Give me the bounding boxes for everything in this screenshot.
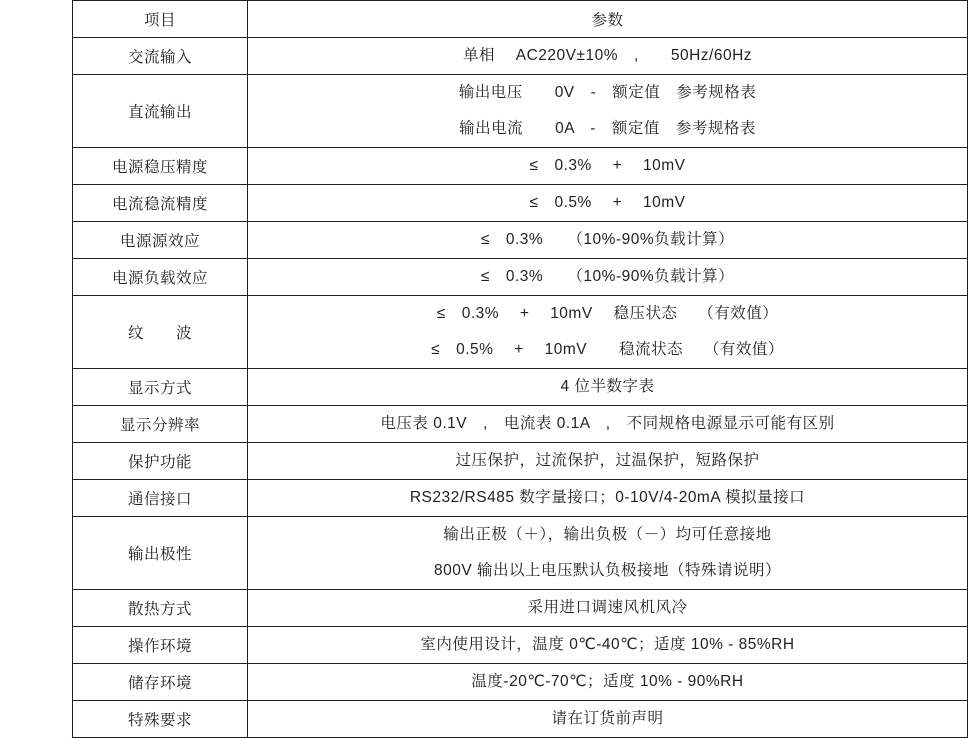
row-value	[248, 222, 968, 259]
row-value	[248, 480, 968, 517]
row-value	[248, 148, 968, 185]
value-line: ≤ 0.3% （10%-90%负载计算）	[480, 268, 735, 285]
header-parameter: 参数	[248, 1, 968, 38]
table-row	[73, 222, 968, 259]
row-label: 储存环境	[73, 664, 248, 701]
value-line: 温度-20℃-70℃；适度 10% - 90%RH	[471, 673, 744, 690]
row-label: 保护功能	[73, 443, 248, 480]
row-value	[248, 75, 968, 148]
row-label: 显示分辨率	[73, 406, 248, 443]
table-row	[73, 369, 968, 406]
value-line: 输出正极（＋），输出负极（－）均可任意接地	[443, 526, 772, 543]
row-value	[248, 296, 968, 369]
row-value	[248, 369, 968, 406]
table-row	[73, 259, 968, 296]
row-value	[248, 627, 968, 664]
value-line: 输出电压 0V - 额定值 参考规格表	[458, 84, 757, 101]
table-row	[73, 443, 968, 480]
table-row	[73, 75, 968, 148]
table-row	[73, 480, 968, 517]
table-row	[73, 664, 968, 701]
row-label: 通信接口	[73, 480, 248, 517]
value-line: ≤ 0.5% + 10mV 稳流状态 （有效值）	[431, 341, 784, 358]
row-label: 电流稳流精度	[73, 185, 248, 222]
value-line: ≤ 0.5% + 10mV	[529, 194, 686, 211]
table-row	[73, 148, 968, 185]
header-item: 项目	[73, 1, 248, 38]
row-value	[248, 259, 968, 296]
row-value	[248, 406, 968, 443]
value-line: 单相 AC220V±10% , 50Hz/60Hz	[462, 47, 753, 64]
row-value	[248, 590, 968, 627]
specification-table	[72, 0, 968, 738]
table-row	[73, 517, 968, 590]
row-label: 电源源效应	[73, 222, 248, 259]
row-label: 纹 波	[73, 296, 248, 369]
value-line: 采用进口调速风机风冷	[527, 599, 688, 616]
row-label: 电源负载效应	[73, 259, 248, 296]
value-line: 室内使用设计，温度 0℃-40℃；适度 10% - 85%RH	[420, 636, 795, 653]
table-row	[73, 627, 968, 664]
row-label: 电源稳压精度	[73, 148, 248, 185]
table-row	[73, 590, 968, 627]
table-row	[73, 38, 968, 75]
row-label: 显示方式	[73, 369, 248, 406]
table-row	[73, 296, 968, 369]
table-header-row	[73, 1, 968, 38]
value-line: ≤ 0.3% （10%-90%负载计算）	[480, 231, 735, 248]
value-line: ≤ 0.3% + 10mV 稳压状态 （有效值）	[436, 305, 779, 322]
table-row	[73, 406, 968, 443]
row-label: 交流输入	[73, 38, 248, 75]
row-label: 特殊要求	[73, 701, 248, 738]
table-row	[73, 185, 968, 222]
table-row	[73, 701, 968, 738]
value-line: 过压保护，过流保护，过温保护，短路保护	[455, 452, 760, 469]
value-line: ≤ 0.3% + 10mV	[529, 157, 686, 174]
value-line: 输出电流 0A - 额定值 参考规格表	[459, 120, 756, 137]
row-value	[248, 185, 968, 222]
value-line: 800V 输出以上电压默认负极接地（特殊请说明）	[433, 562, 781, 579]
row-value	[248, 701, 968, 738]
value-line: 电压表 0.1V , 电流表 0.1A , 不同规格电源显示可能有区别	[380, 415, 835, 432]
row-value	[248, 443, 968, 480]
row-value	[248, 38, 968, 75]
value-line: RS232/RS485 数字量接口；0-10V/4-20mA 模拟量接口	[409, 489, 806, 506]
row-value	[248, 664, 968, 701]
row-label: 直流输出	[73, 75, 248, 148]
row-value	[248, 517, 968, 590]
value-line: 请在订货前声明	[551, 710, 664, 727]
row-label: 操作环境	[73, 627, 248, 664]
row-label: 输出极性	[73, 517, 248, 590]
value-line: 4 位半数字表	[560, 378, 655, 395]
row-label: 散热方式	[73, 590, 248, 627]
